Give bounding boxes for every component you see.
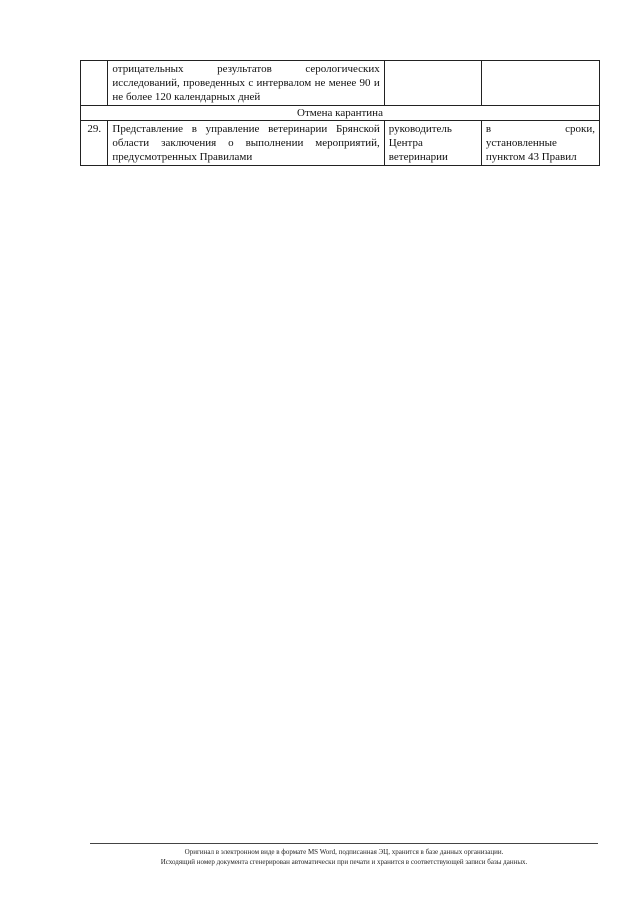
footer-line-2: Исходящий номер документа сгенерирован автоматически при печати и хранится в соответствующей записи базы данных. xyxy=(160,858,528,866)
responsible-cell xyxy=(384,61,481,106)
section-header-row xyxy=(81,106,600,121)
measures-table xyxy=(80,60,600,166)
action-cell: отрицательных результатов серологических исследований, проведенных с интервалом не менее 90 и не более 120 календарных дней xyxy=(108,61,384,106)
section-header: Отмена карантина xyxy=(81,106,600,121)
footer-line-1: Оригинал в электронном виде в формате MS Word, подписанная ЭЦ, хранится в базе данных организации. xyxy=(184,848,504,856)
document-footer xyxy=(90,843,598,867)
table-row-continuation xyxy=(81,61,600,106)
deadline-cell: в сроки, установленные пунктом 43 Правил xyxy=(481,121,599,166)
deadline-cell xyxy=(481,61,599,106)
responsible-cell: руководитель Центра ветеринарии xyxy=(384,121,481,166)
number-cell xyxy=(81,61,108,106)
action-cell: Представление в управление ветеринарии Брянской области заключения о выполнении мероприятий, предусмотренных Правилами xyxy=(108,121,384,166)
row-number: 29. xyxy=(81,121,108,166)
table-row xyxy=(81,121,600,166)
